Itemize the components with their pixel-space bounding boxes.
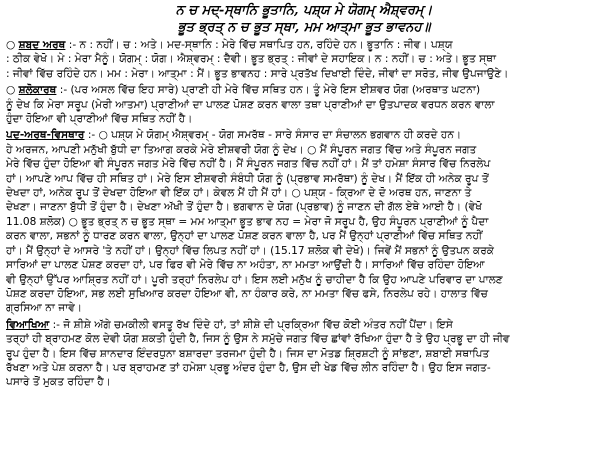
shloka-heading-inline: ਸ਼ਲੋਕਾਰਥ: [18, 84, 57, 97]
viakhya-line: ਰੱਖਣਾ ਅਤੇ ਪੇਸ਼ ਕਰਨਾ ਹੈ। ਪਰ ਬ੍ਰਾਹਮਣ ਤਾਂ ਹਮੇਸ਼ਾ ਪ੍ਰਭੂ ਅੰਦਰ ਹੁੰਦਾ ਹੈ, ਉਸ ਦੀ ਖੇਡ ਵਿੱਚ ਲੀਨ ਰਹਿੰਦਾ ਹੈ। ਉਹ ਇਸ ਜਗਤ-: [6, 361, 491, 374]
shabad-line: : ਠੀਕ ਵੇਖੋ। ਮੇ : ਮੇਰਾ ਮੈਨੂੰ। ਯੋਗਮ੍ : ਯੋਗ। ਐਸ਼੍ਵਰਮ੍ : ਦੈਵੀ। ਭੂਤ ਭ੍ਰਤ੍ : ਜੀਵਾਂ ਦੇ ਸਹਾਇਕ। ਨ : ਨਹੀਂ। ਚ : ਅਤੇ। ਭੂਤ ਸ੍ਥਾ: [6, 53, 496, 66]
viakhya-section: [6, 318, 602, 390]
vistar-line: ਹੇ ਅਰਜਨ, ਆਪਣੀ ਮਨੁੱਖੀ ਬੁੱਧੀ ਦਾ ਤਿਆਗ ਕਰਕੇ ਮੇਰੇ ਈਸ਼ਵਰੀ ਯੋਗ ਨੂੰ ਦੇਖ। ○ ਮੈਂ ਸੰਪੂਰਨ ਜਗਤ ਵਿੱਚ ਅਤੇ ਸੰਪੂਰਨ ਜਗਤ: [6, 143, 477, 156]
vistar-line: ਮੇਰੇ ਵਿੱਚ ਹੁੰਦਾ ਹੋਇਆ ਵੀ ਸੰਪੂਰਨ ਜਗਤ ਮੇਰੇ ਵਿੱਚ ਨਹੀਂ ਹੈ। ਮੈਂ ਸੰਪੂਰਨ ਜਗਤ ਵਿੱਚ ਨਹੀਂ ਹਾਂ। ਮੈਂ ਤਾਂ ਹਮੇਸ਼ਾ ਸੰਸਾਰ ਵਿੱਚ ਨਿਰਲੇਪ: [6, 158, 491, 171]
viakhya-line: ਤਰ੍ਹਾਂ ਹੀ ਬ੍ਰਾਹਮਣ ਕੋਲ ਦੇਵੀ ਯੋਗ ਸ਼ਕਤੀ ਹੁੰਦੀ ਹੈ, ਜਿਸ ਨੂੰ ਉਸ ਨੇ ਸਮੁੱਚੇ ਜਗਤ ਵਿੱਚ ਛਾਂਵਾਂ ਰੱਖਿਆ ਹੁੰਦਾ ਹੈ ਤੇ ਉਹ ਪ੍ਰਭੂ ਦਾ ਹੀ ਜੀਵ: [6, 333, 510, 346]
shabad-line: ○ ਸ਼ਬਦ ਅਰਥ :- ਨ : ਨਹੀਂ। ਚ : ਅਤੇ। ਮਦ-ਸ੍ਥਾਨਿ : ਮੇਰੇ ਵਿੱਚ ਸਥਾਪਿਤ ਹਨ, ਰਹਿੰਦੇ ਹਨ। ਭੂਤਾਨਿ : ਜੀਵ। ਪਸ਼੍ਯ: [6, 39, 453, 51]
vistar-line: ਕਰਨ ਵਾਲਾ, ਸਭਨਾਂ ਨੂੰ ਧਾਰਣ ਕਰਨ ਵਾਲਾ, ਉਨ੍ਹਾਂ ਦਾ ਪਾਲਣ ਪੋਸ਼ਣ ਕਰਨ ਵਾਲਾ ਹੈ, ਪਰ ਮੈਂ ਉਨ੍ਹਾਂ ਪ੍ਰਾਣੀਆਂ ਵਿੱਚ ਸਥਿਤ ਨਹੀਂ: [6, 230, 483, 243]
shlokarth-section: [6, 83, 602, 126]
vistar-line: ਪਦ-ਅਰਥ-ਵਿਸਥਾਰ :- ○ ਪਸ਼੍ਯ ਮੇ ਯੋਗਮ੍ ਐਸ਼੍ਵਰਮ੍ - ਯੋਗ ਸਮਰੱਥ - ਸਾਰੇ ਸੰਸਾਰ ਦਾ ਸੰਚਾਲਨ ਭਗਵਾਨ ਹੀ ਕਰਦੇ ਹਨ।: [6, 129, 462, 142]
shloka-line: ○ ਸ਼ਲੋਕਾਰਥ :- (ਪਰ ਅਸਲ ਵਿੱਚ ਇਹ ਸਾਰੇ) ਪ੍ਰਾਣੀ ਹੀ ਮੇਰੇ ਵਿੱਚ ਸਥਿਤ ਹਨ। ਤੂੰ ਮੇਰੇ ਇਸ ਈਸ਼ਵਰ ਯੋਗ (ਅਰਥਾਤ ਘਟਨਾ): [6, 84, 481, 97]
verse-title-line-2: ਭੂਤ ਭ੍ਰਤ੍ ਨ ਚ ਭੂਤ ਸ੍ਥਾ, ਮਮ ਆਤ੍ਮਾ ਭੂਤ ਭਾਵਨਹ॥: [177, 20, 431, 35]
shabad-heading-inline: ਸ਼ਬਦ ਅਰਥ: [18, 39, 66, 51]
vistar-line: ਗ੍ਰਸਿਆ ਨਾ ਜਾਵੇ।: [6, 302, 83, 315]
verse-title-line-1: ਨ ਚ ਮਦ੍-ਸ੍ਥਾਨਿ ਭੂਤਾਨਿ, ਪਸ਼੍ਯ ਮੇ ਯੋਗਮ੍ ਐਸ਼੍ਵਰਮ੍।: [175, 3, 433, 18]
vistar-line: ਹਾਂ। ਮੈਂ ਉਨ੍ਹਾਂ ਦੇ ਆਸਰੇ 'ਤੇ ਨਹੀਂ ਹਾਂ। ਉਨ੍ਹਾਂ ਵਿੱਚ ਲਿਪਤ ਨਹੀਂ ਹਾਂ। (15.17 ਸ਼ਲੋਕ ਵੀ ਦੇਖੋ)। ਜਿਵੇਂ ਮੈਂ ਸਭਨਾਂ ਨੂੰ ਉਤਪਨ ਕਰਕੇ: [6, 244, 495, 257]
shabad-line: : ਜੀਵਾਂ ਵਿੱਚ ਰਹਿੰਦੇ ਹਨ। ਮਮ : ਮੇਰਾ। ਆਤ੍ਮਾ : ਮੈਂ। ਭੂਤ ਭਾਵਨਹ : ਸਾਰੇ ਪ੍ਰਤੱਖ ਦਿਖਾਈ ਦਿੰਦੇ, ਜੀਵਾਂ ਦਾ ਸਰੋਤ, ਜੀਵ ਉਪਜਾਉਣੇ।: [6, 67, 509, 80]
vistar-line: ਹਾਂ। ਆਪਣੇ ਆਪ ਵਿੱਚ ਹੀ ਸਥਿਤ ਹਾਂ। ਮੇਰੇ ਇਸ ਈਸ਼ਵਰੀ ਸੰਬੰਧੀ ਯੋਗ ਨੂੰ (ਪ੍ਰਭਾਵ ਸਮਰੱਥਾ) ਨੂੰ ਦੇਖ। ਮੈਂ ਇੱਕ ਹੀ ਅਨੇਕ ਰੂਪ ਤੋਂ: [6, 172, 489, 185]
viakhya-heading-inline: ਵਿਆਖਿਆ: [6, 318, 50, 331]
vistar-heading-inline: ਪਦ-ਅਰਥ-ਵਿਸਥਾਰ: [6, 129, 85, 142]
vistar-line: ਪੋਸ਼ਣ ਕਰਦਾ ਹੋਇਆ, ਸਭ ਲਈ ਸੁਖਿਆਰ ਕਰਦਾ ਹੋਇਆ ਵੀ, ਨਾ ਹੰਕਾਰ ਕਰੇ, ਨਾ ਮਮਤਾ ਵਿੱਚ ਫਸੇ, ਨਿਰਲੇਪ ਰਹੇ। ਹਾਲਾਤ ਵਿੱਚ: [6, 287, 488, 300]
vistar-line: ਦੇਖਦਾ ਹਾਂ, ਅਨੇਕ ਰੂਪ ਤੋਂ ਦੇਖਦਾ ਹੋਇਆ ਵੀ ਇੱਕ ਹਾਂ। ਕੇਵਲ ਮੈਂ ਹੀ ਮੈਂ ਹਾਂ। ○ ਪਸ਼੍ਯ - ਕ੍ਰਿਆ ਦੇ ਦੋ ਅਰਥ ਹਨ, ਜਾਣਨਾ ਤੇ: [6, 187, 472, 200]
viakhya-line: ਵਿਆਖਿਆ :- ਜੋ ਸ਼ੀਸ਼ੇ ਅੱਗੇ ਚਮਕੀਲੀ ਵਸਤੂ ਰੱਖ ਦਿੰਦੇ ਹਾਂ, ਤਾਂ ਸ਼ੀਸ਼ੇ ਦੀ ਪ੍ਰਕ੍ਰਿਆ ਵਿੱਚ ਕੋਈ ਅੰਤਰ ਨਹੀਂ ਪੈਂਦਾ। ਇਸੇ: [6, 318, 453, 331]
viakhya-line: ਪਸਾਰੇ ਤੋਂ ਮੁਕਤ ਰਹਿੰਦਾ ਹੈ।: [6, 376, 111, 389]
vistar-line: ਵੀ ਉਨ੍ਹਾਂ ਉੱਪਰ ਆਸ਼੍ਰਿਤ ਨਹੀਂ ਹਾਂ। ਪੂਰੀ ਤਰ੍ਹਾਂ ਨਿਰਲੇਪ ਹਾਂ। ਇਸ ਲਈ ਮਨੁੱਖ ਨੂੰ ਚਾਹੀਦਾ ਹੈ ਕਿ ਉਹ ਆਪਣੇ ਪਰਿਵਾਰ ਦਾ ਪਾਲਣ: [6, 273, 503, 286]
vistar-line: 11.08 ਸ਼ਲੋਕ) ○ ਭੂਤ ਭ੍ਰਤ੍ ਨ ਚ ਭੂਤ ਸ੍ਥਾ = ਮਮ ਆਤ੍ਮਾ ਭੂਤ ਭਾਵ ਨਹ = ਮੇਰਾ ਜੋ ਸਰੂਪ ਹੈ, ਉਹ ਸੰਪੂਰਨ ਪ੍ਰਾਣੀਆਂ ਨੂੰ ਪੈਦਾ: [6, 215, 489, 228]
shloka-line: ਨੂੰ ਦੇਖ ਕਿ ਮੇਰਾ ਸਰੂਪ (ਮੇਰੀ ਆਤਮਾ) ਪ੍ਰਾਣੀਆਂ ਦਾ ਪਾਲਣ ਪੋਸ਼ਣ ਕਰਨ ਵਾਲਾ ਤਥਾ ਪ੍ਰਾਣੀਆਂ ਦਾ ਉਤਪਾਦਕ ਵਰਧਨ ਕਰਨ ਵਾਲਾ: [6, 98, 495, 111]
vistar-line: ਸਾਰਿਆਂ ਦਾ ਪਾਲਣ ਪੋਸ਼ਣ ਕਰਦਾ ਹਾਂ, ਪਰ ਫਿਰ ਵੀ ਮੇਰੇ ਵਿੱਚ ਨਾ ਅਹੰਤਾ, ਨਾ ਮਮਤਾ ਆਉਂਦੀ ਹੈ। ਸਾਰਿਆਂ ਵਿੱਚ ਰਹਿੰਦਾ ਹੋਇਆ: [6, 259, 485, 272]
viakhya-line: ਰੂਪ ਹੁੰਦਾ ਹੈ। ਇਸ ਵਿੱਚ ਸ਼ਾਨਦਾਰ ਇੰਦਰਧੁਨਾ ਬਸ਼ਾਰਦਾ ਤਰਜਮਾ ਹੁੰਦੀ ਹੈ। ਜਿਸ ਦਾ ਮੋਤਡ ਸ਼੍ਰਿਸ਼ਟੀ ਨੂੰ ਸਾਂਭਣਾ, ਸ਼ਬਾਈ ਸਥਾਪਿਤ: [6, 347, 490, 360]
vistar-line: ਦੇਖਣਾ। ਜਾਣਨਾ ਬੁੱਧੀ ਤੋਂ ਹੁੰਦਾ ਹੈ। ਦੇਖਣਾ ਅੱਖੀ ਤੋਂ ਹੁੰਦਾ ਹੈ। ਭਗਵਾਨ ਦੇ ਯੋਗ (ਪ੍ਰਭਾਵ) ਨੂੰ ਜਾਣਨ ਦੀ ਗੱਲ ਏਥੇ ਆਈ ਹੈ। (ਵੇਖੋ: [6, 201, 482, 214]
shabad-arth-section: [6, 38, 602, 81]
shloka-line: ਹੁੰਦਾ ਹੋਇਆ ਵੀ ਪ੍ਰਾਣੀਆਂ ਵਿੱਚ ਸਥਿਤ ਨਹੀਂ ਹੈ।: [6, 113, 193, 126]
pad-arth-vistar-section: [6, 128, 602, 315]
